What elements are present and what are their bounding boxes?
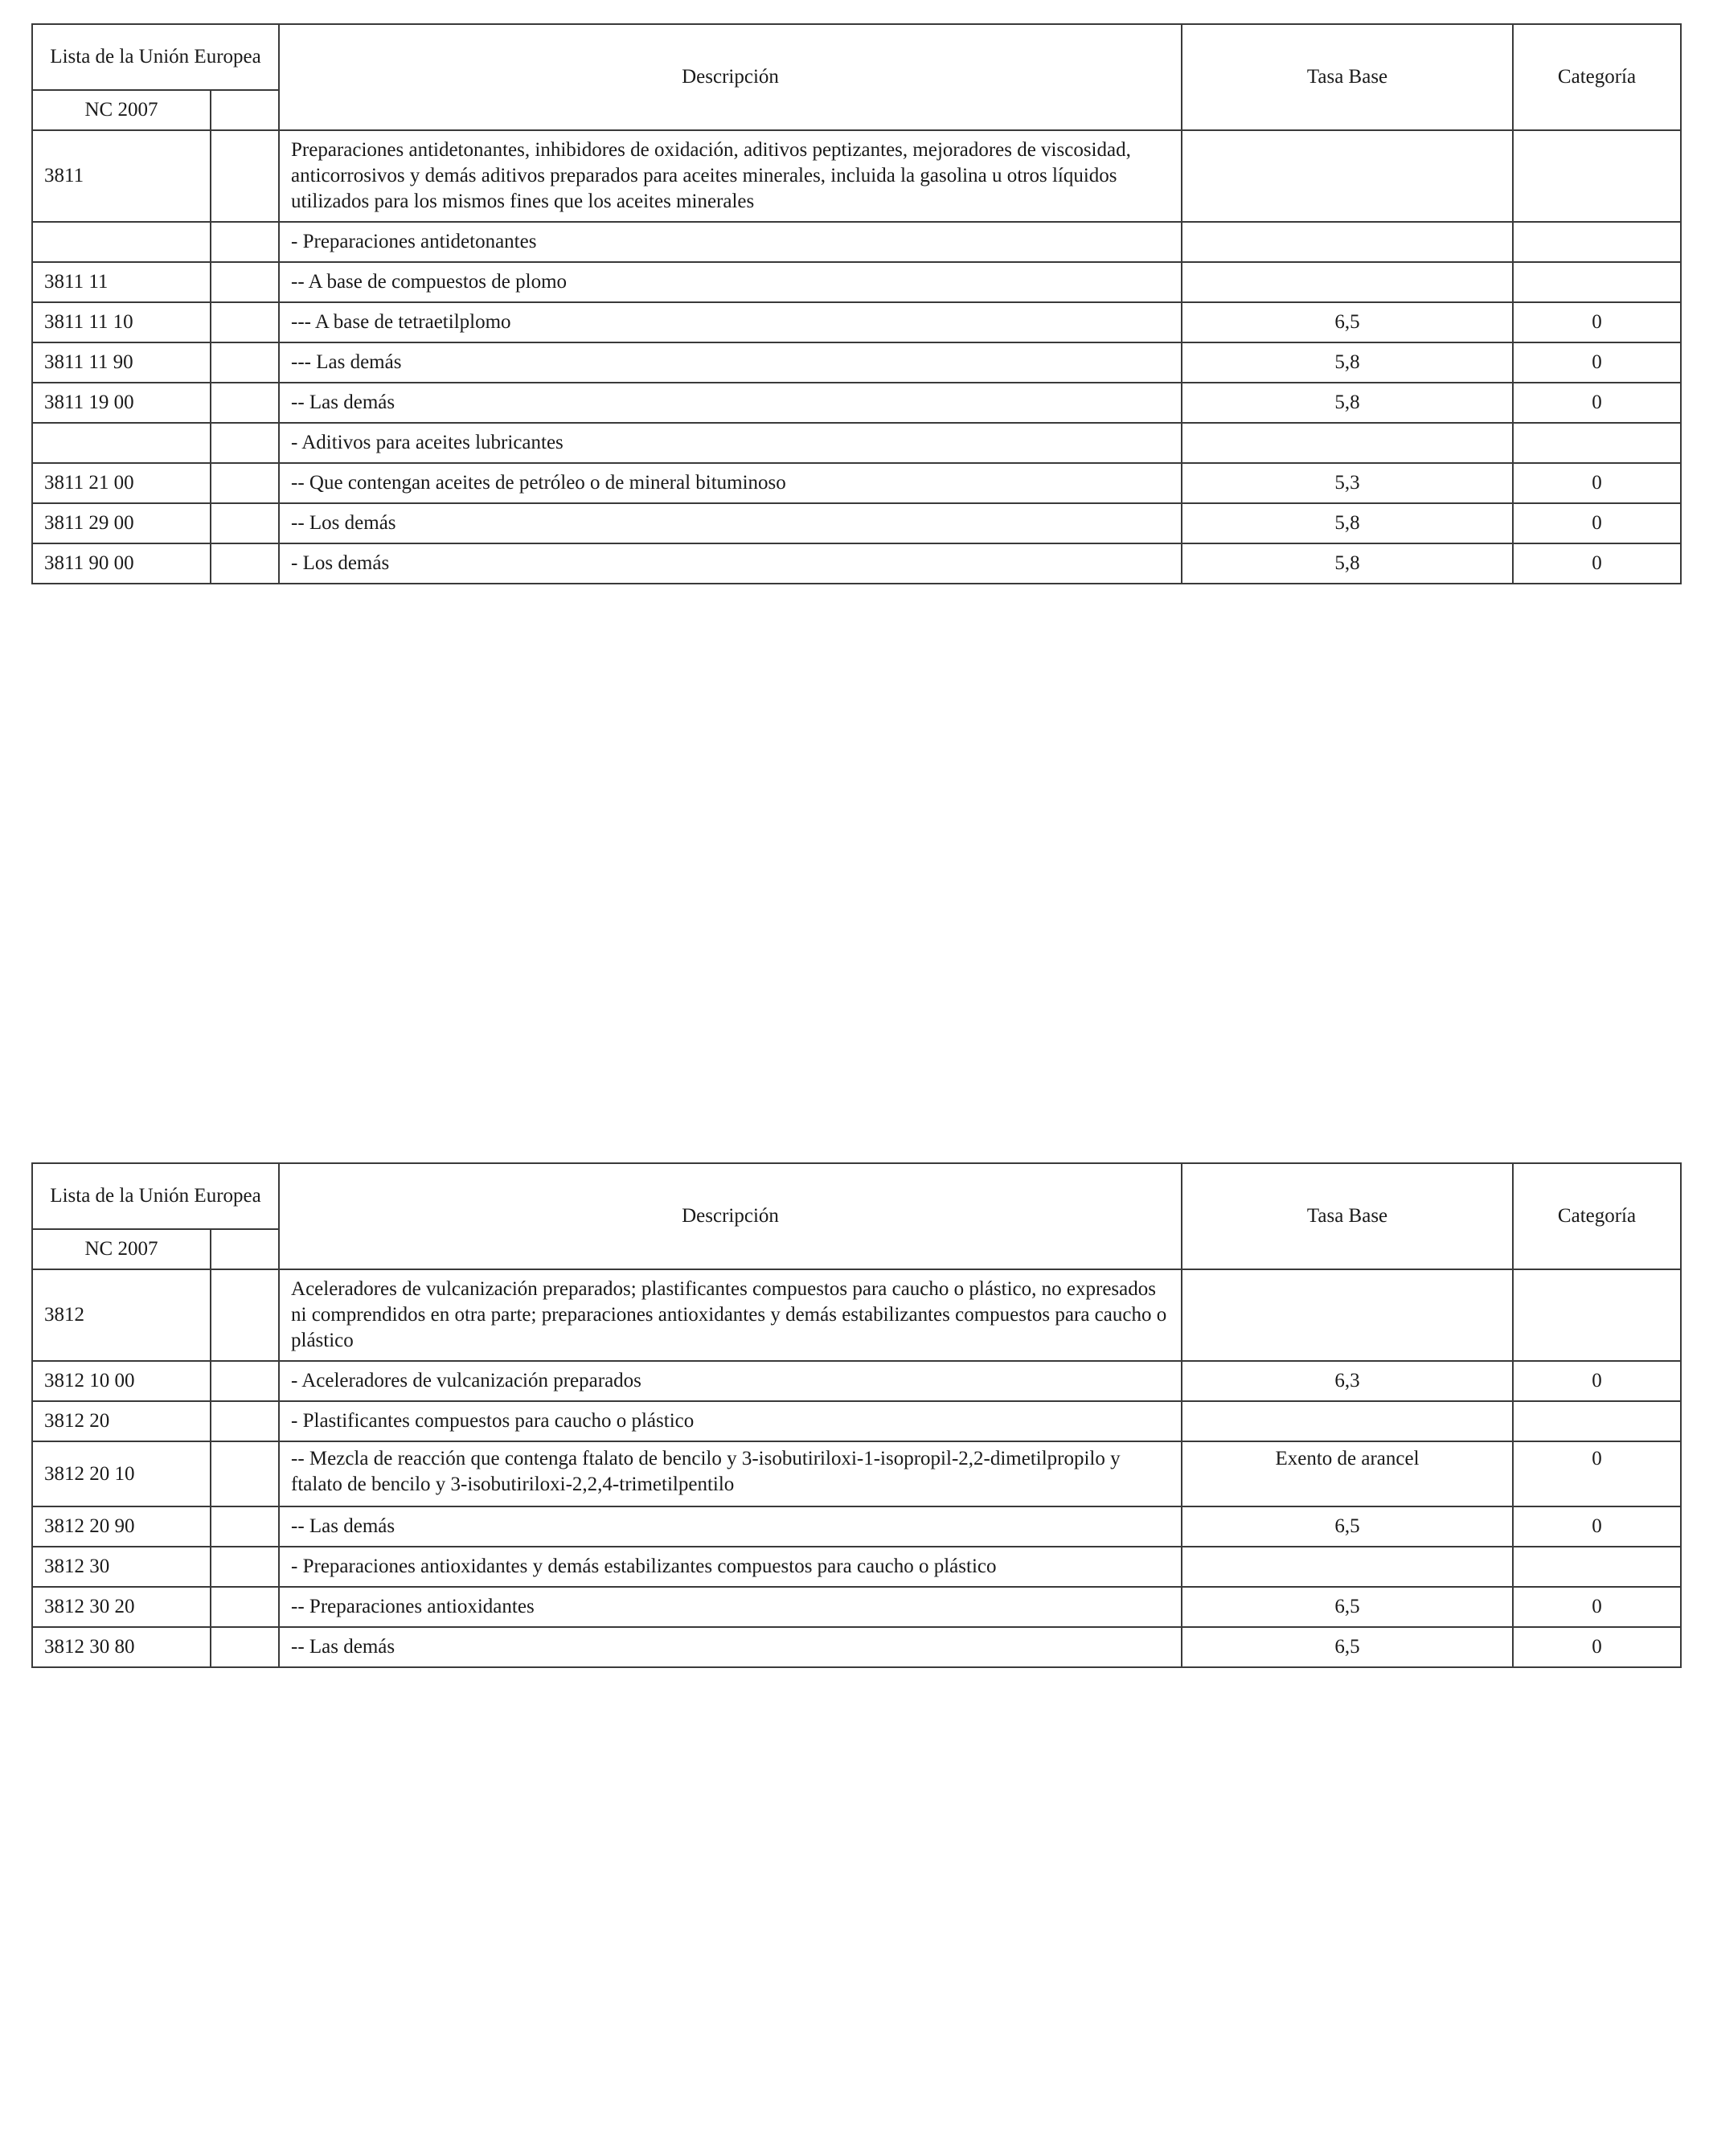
table-row-intro: [32, 130, 1681, 222]
row-rate: [1182, 130, 1513, 222]
row-blank-cell: [211, 423, 279, 463]
table-row: [32, 1547, 1681, 1587]
row-code: [32, 423, 211, 463]
row-blank-cell: [211, 1627, 279, 1667]
tariff-table-3812: [31, 1162, 1682, 1668]
table-row: [32, 423, 1681, 463]
row-description: - Preparaciones antioxidantes y demás estabilizantes compuestos para caucho o plástico: [279, 1547, 1182, 1587]
row-description: Preparaciones antidetonantes, inhibidores de oxidación, aditivos peptizantes, mejoradores de viscosidad, anticorrosivos y demás aditivos preparados para aceites minerales, incluida la gasolina u otros líquidos utilizados para los mismos fines que los aceites minerales: [279, 130, 1182, 222]
table-row: [32, 262, 1681, 302]
row-rate: 5,8: [1182, 342, 1513, 383]
row-blank-cell: [211, 503, 279, 543]
row-code: 3811 11: [32, 262, 211, 302]
row-category: 0: [1513, 1441, 1681, 1506]
row-rate: Exento de arancel: [1182, 1441, 1513, 1506]
row-code: 3811 90 00: [32, 543, 211, 584]
row-description: -- Que contengan aceites de petróleo o de mineral bituminoso: [279, 463, 1182, 503]
row-category: 0: [1513, 342, 1681, 383]
row-rate: 6,5: [1182, 302, 1513, 342]
table-row: [32, 383, 1681, 423]
row-category: 0: [1513, 503, 1681, 543]
row-code: 3811 21 00: [32, 463, 211, 503]
row-rate: 5,8: [1182, 383, 1513, 423]
table-row: [32, 463, 1681, 503]
row-rate: [1182, 1547, 1513, 1587]
table-row: [32, 342, 1681, 383]
tariff-table-3811: [31, 23, 1682, 584]
row-blank-cell: [211, 342, 279, 383]
table-row: [32, 1361, 1681, 1401]
row-description: - Aceleradores de vulcanización preparados: [279, 1361, 1182, 1401]
row-rate: [1182, 222, 1513, 262]
row-blank-cell: [211, 222, 279, 262]
row-category: [1513, 1269, 1681, 1361]
row-blank-cell: [211, 1587, 279, 1627]
row-rate: [1182, 262, 1513, 302]
row-code: 3811 11 90: [32, 342, 211, 383]
row-blank-cell: [211, 1441, 279, 1506]
header-description: Descripción: [279, 1163, 1182, 1269]
table-row: [32, 222, 1681, 262]
header-category: Categoría: [1513, 1163, 1681, 1269]
row-code: 3812 30 20: [32, 1587, 211, 1627]
row-category: [1513, 222, 1681, 262]
header-nc: NC 2007: [32, 1229, 211, 1269]
table-row: [32, 1627, 1681, 1667]
row-code: 3811 11 10: [32, 302, 211, 342]
row-rate: [1182, 423, 1513, 463]
row-category: 0: [1513, 383, 1681, 423]
header-blank-cell: [211, 1229, 279, 1269]
table-row: [32, 1441, 1681, 1506]
row-blank-cell: [211, 1361, 279, 1401]
row-category: [1513, 130, 1681, 222]
row-description: -- A base de compuestos de plomo: [279, 262, 1182, 302]
table-row: [32, 302, 1681, 342]
table-row-intro: [32, 1269, 1681, 1361]
row-blank-cell: [211, 1506, 279, 1547]
table-row: [32, 1401, 1681, 1441]
row-code: 3811: [32, 130, 211, 222]
row-blank-cell: [211, 262, 279, 302]
header-base-rate: Tasa Base: [1182, 1163, 1513, 1269]
row-rate: 5,3: [1182, 463, 1513, 503]
header-row: [32, 1163, 1681, 1229]
row-description: - Aditivos para aceites lubricantes: [279, 423, 1182, 463]
row-category: [1513, 262, 1681, 302]
row-blank-cell: [211, 1269, 279, 1361]
row-code: 3812 10 00: [32, 1361, 211, 1401]
row-description: - Preparaciones antidetonantes: [279, 222, 1182, 262]
row-code: 3811 19 00: [32, 383, 211, 423]
row-rate: [1182, 1269, 1513, 1361]
row-code: 3812 20 10: [32, 1441, 211, 1506]
row-blank-cell: [211, 543, 279, 584]
header-row: [32, 24, 1681, 90]
row-description: - Los demás: [279, 543, 1182, 584]
row-blank-cell: [211, 383, 279, 423]
row-blank-cell: [211, 302, 279, 342]
header-nc: NC 2007: [32, 90, 211, 130]
row-code: 3812: [32, 1269, 211, 1361]
row-category: 0: [1513, 543, 1681, 584]
row-category: [1513, 1401, 1681, 1441]
row-blank-cell: [211, 130, 279, 222]
row-description: -- Las demás: [279, 1627, 1182, 1667]
row-category: 0: [1513, 463, 1681, 503]
row-description: -- Las demás: [279, 383, 1182, 423]
header-category: Categoría: [1513, 24, 1681, 130]
row-rate: 6,3: [1182, 1361, 1513, 1401]
row-category: 0: [1513, 302, 1681, 342]
header-union-list: Lista de la Unión Europea: [32, 24, 279, 90]
row-code: [32, 222, 211, 262]
row-code: 3811 29 00: [32, 503, 211, 543]
row-blank-cell: [211, 463, 279, 503]
row-description: --- Las demás: [279, 342, 1182, 383]
row-category: [1513, 423, 1681, 463]
row-category: 0: [1513, 1587, 1681, 1627]
header-description: Descripción: [279, 24, 1182, 130]
row-description: -- Las demás: [279, 1506, 1182, 1547]
row-rate: 6,5: [1182, 1627, 1513, 1667]
row-category: 0: [1513, 1627, 1681, 1667]
row-code: 3812 20: [32, 1401, 211, 1441]
row-description: - Plastificantes compuestos para caucho o plástico: [279, 1401, 1182, 1441]
header-blank-cell: [211, 90, 279, 130]
row-rate: 6,5: [1182, 1587, 1513, 1627]
row-code: 3812 30: [32, 1547, 211, 1587]
row-rate: [1182, 1401, 1513, 1441]
row-description: -- Mezcla de reacción que contenga ftalato de bencilo y 3-isobutiriloxi-1-isopropil-2,2-dimetilpropilo y ftalato de bencilo y 3-isobutiriloxi-2,2,4-trimetilpentilo: [279, 1441, 1182, 1506]
table-row: [32, 1587, 1681, 1627]
row-rate: 5,8: [1182, 543, 1513, 584]
row-category: 0: [1513, 1506, 1681, 1547]
row-description: -- Preparaciones antioxidantes: [279, 1587, 1182, 1627]
row-category: 0: [1513, 1361, 1681, 1401]
row-blank-cell: [211, 1547, 279, 1587]
row-code: 3812 20 90: [32, 1506, 211, 1547]
row-blank-cell: [211, 1401, 279, 1441]
row-description: -- Los demás: [279, 503, 1182, 543]
row-category: [1513, 1547, 1681, 1587]
table-row: [32, 503, 1681, 543]
header-union-list: Lista de la Unión Europea: [32, 1163, 279, 1229]
row-description: Aceleradores de vulcanización preparados; plastificantes compuestos para caucho o plástico, no expresados ni comprendidos en otra parte; preparaciones antioxidantes y demás estabilizantes compuestos para caucho o plástico: [279, 1269, 1182, 1361]
row-rate: 6,5: [1182, 1506, 1513, 1547]
header-base-rate: Tasa Base: [1182, 24, 1513, 130]
row-description: --- A base de tetraetilplomo: [279, 302, 1182, 342]
table-row: [32, 543, 1681, 584]
table-row: [32, 1506, 1681, 1547]
row-rate: 5,8: [1182, 503, 1513, 543]
row-code: 3812 30 80: [32, 1627, 211, 1667]
